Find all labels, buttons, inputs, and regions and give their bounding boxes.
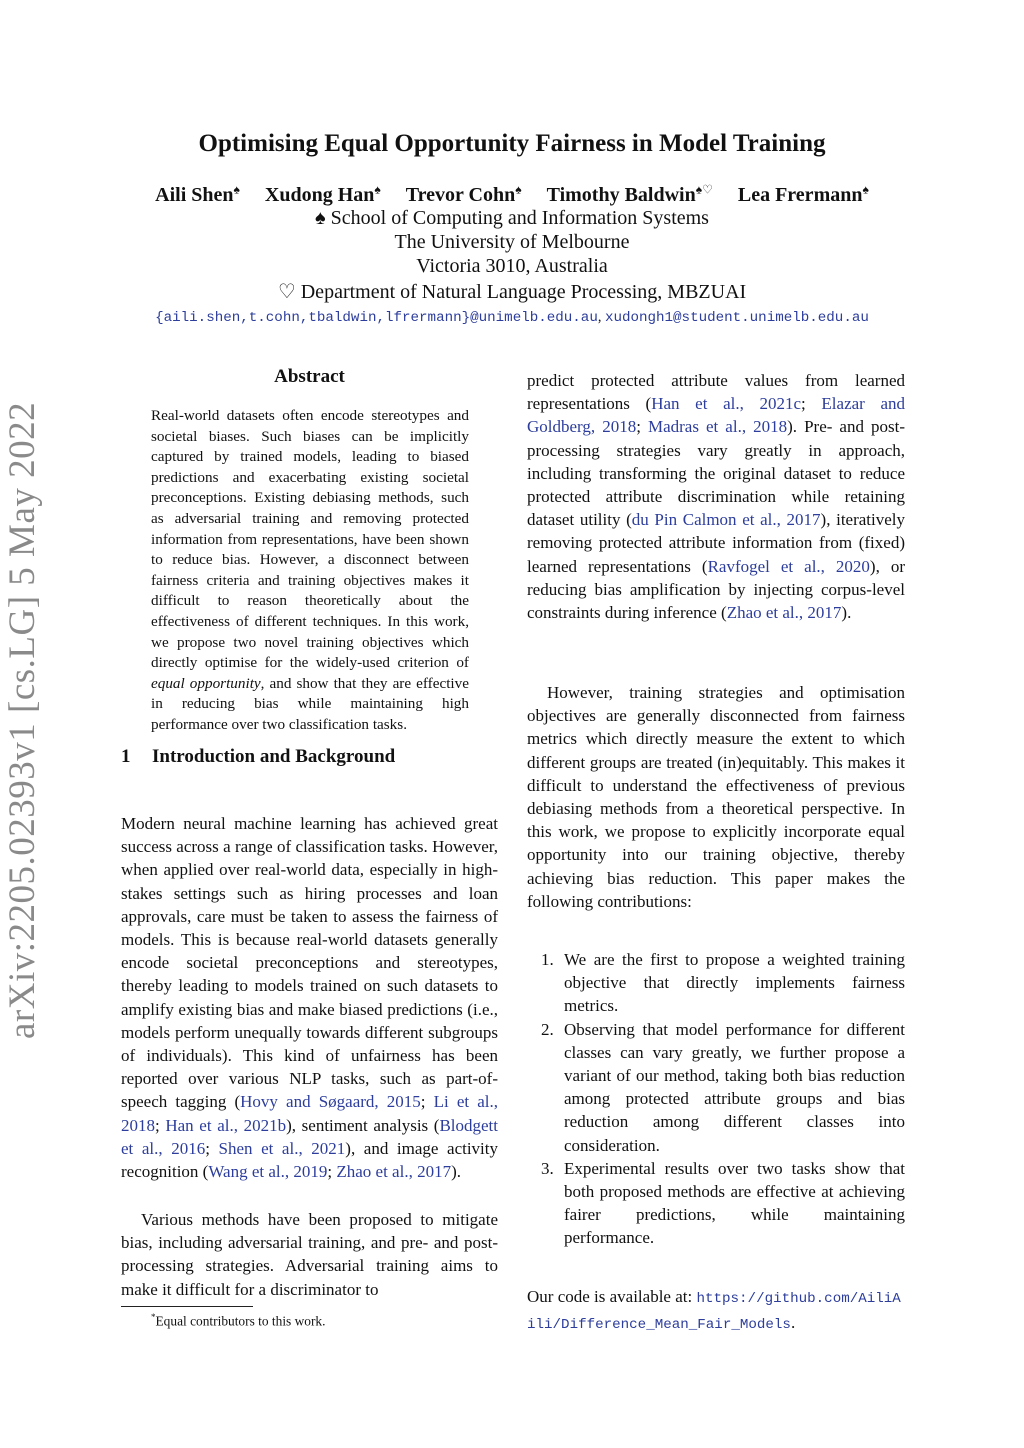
citation-li-2018[interactable]: Li et al., 2018: [121, 1092, 498, 1135]
list-item: 1. We are the first to propose a weighted training objective that directly implements fairness metrics.: [541, 950, 905, 1016]
citation-elazar-2018[interactable]: Elazar and Goldberg, 2018: [527, 394, 906, 437]
author-emails: {aili.shen,t.cohn,tbaldwin,lfrermann}@unimelb.edu.au, xudongh1@student.unimelb.edu.au: [155, 309, 869, 326]
affiliation-university: The University of Melbourne: [394, 231, 630, 253]
citation-calmon-2017[interactable]: du Pin Calmon et al., 2017: [631, 510, 821, 530]
intro-paragraph-2: Various methods have been proposed to mitigate bias, including adversarial training, and pre- and post-processing strategies. Adversarial training aims to make it difficult for a discriminator to: [121, 1210, 498, 1299]
citation-zhao-2017-b[interactable]: Zhao et al., 2017: [726, 603, 842, 623]
paper-title: Optimising Equal Opportunity Fairness in Model Training: [198, 130, 826, 157]
list-item: 2. Observing that model performance for different classes can vary greatly, we further propose a variant of our method, taking both bias reduction among protected attribute groups and bias reduction among different classes into consideration.: [541, 1019, 905, 1155]
author-4: Timothy Baldwin♠♡: [546, 182, 713, 206]
abstract-text: Real-world datasets often encode stereotypes and societal biases. Such biases can be implicitly captured by trained models, leading to biased predictions and exacerbating existing societal preconceptions. Existing debiasing methods, such as adversarial training and removing protected information from representations, have been shown to reduce bias. However, a disconnect between fairness criteria and training objectives makes it difficult to reason theoretically about the effectiveness of different techniques. In this work, we propose two novel training objectives which directly optimise for the widely-used criterion of equal opportunity, and show that they are effective in reducing bias while maintaining high performance over two classification tasks.: [151, 407, 469, 733]
citation-ravfogel-2020[interactable]: Ravfogel et al., 2020: [707, 556, 870, 576]
contributions-list: [527, 948, 905, 1250]
list-item: 3. Experimental results over two tasks show that both proposed methods are effective at achieving fairer predictions, while maintaining performance.: [541, 1158, 905, 1248]
right-paragraph-1: predict protected attribute values from learned representations (Han et al., 2021c; Elazar and Goldberg, 2018; Madras et al., 2018). Pre- and post-processing strategies vary greatly in approach, including transforming the original dataset to reduce protected attribute discrimination while retaining dataset utility (du Pin Calmon et al., 2017), iteratively removing protected attribute information from (fixed) learned representations (Ravfogel et al., 2020), or reducing bias amplification by injecting corpus-level constraints during inference (Zhao et al., 2017).: [527, 371, 906, 623]
author-1: Aili Shen♠: [155, 182, 240, 206]
citation-wang-2019[interactable]: Wang et al., 2019: [208, 1162, 328, 1182]
intro-paragraph-1: Modern neural machine learning has achieved great success across a range of classification tasks. However, when applied over real-world data, especially in high-stakes settings such as hiring processes and loan approvals, care must be taken to assess the fairness of models. This is because real-world datasets generally encode societal preconceptions and stereotypes, thereby leading to models trained on such datasets to amplify existing bias and make biased predictions (i.e., models perform unequally towards different subgroups of individuals). This kind of unfairness has been reported over various NLP tasks, such as part-of-speech tagging (Hovy and Søgaard, 2015; Li et al., 2018; Han et al., 2021b), sentiment analysis (Blodgett et al., 2016; Shen et al., 2021), and image activity recognition (Wang et al., 2019; Zhao et al., 2017).: [121, 814, 499, 1182]
abstract-heading: Abstract: [274, 366, 345, 387]
author-2: Xudong Han♠: [264, 182, 381, 206]
code-availability: Our code is available at: https://github.com/AiliAili/Difference_Mean_Fair_Models.: [527, 1287, 901, 1334]
arxiv-identifier-stamp: arXiv:2205.02393v1 [cs.LG] 5 May 2022: [2, 401, 43, 1039]
affiliation-school: ♠ School of Computing and Information Systems: [315, 207, 709, 229]
citation-zhao-2017[interactable]: Zhao et al., 2017: [336, 1162, 452, 1182]
author-3: Trevor Cohn♠: [405, 182, 522, 206]
code-url-link[interactable]: https://github.com/AiliAili/Difference_Mean_Fair_Models: [527, 1291, 901, 1334]
citation-han-2021b[interactable]: Han et al., 2021b: [165, 1115, 287, 1135]
affiliation-mbzuai: ♡ Department of Natural Language Processing, MBZUAI: [277, 281, 747, 303]
citation-shen-2021[interactable]: Shen et al., 2021: [218, 1138, 346, 1158]
citation-hovy-2015[interactable]: Hovy and Søgaard, 2015: [240, 1092, 421, 1112]
email-secondary[interactable]: xudongh1@student.unimelb.edu.au: [604, 310, 869, 326]
citation-madras-2018[interactable]: Madras et al., 2018: [647, 417, 788, 437]
author-5: Lea Frermann♠: [737, 182, 869, 206]
footnote-divider: [121, 1306, 253, 1307]
citation-han-2021c[interactable]: Han et al., 2021c: [651, 394, 802, 414]
affiliation-address: Victoria 3010, Australia: [416, 255, 608, 277]
section-heading-introduction: 1 Introduction and Background: [121, 746, 396, 767]
footnote: *Equal contributors to this work.: [151, 1312, 326, 1329]
author-list: [0, 182, 1024, 207]
email-primary[interactable]: {aili.shen,t.cohn,tbaldwin,lfrermann}@unimelb.edu.au: [155, 310, 598, 326]
citation-blodgett-2016[interactable]: Blodgett et al., 2016: [121, 1115, 499, 1158]
right-paragraph-2: However, training strategies and optimisation objectives are generally disconnected from fairness metrics which directly measure the extent to which different groups are treated (in)equitably. This makes it difficult to understand the effectiveness of previous debiasing methods from a theoretical perspective. In this work, we propose to explicitly incorporate equal opportunity into our training objective, thereby achieving bias reduction. This paper makes the following contributions:: [527, 683, 905, 911]
